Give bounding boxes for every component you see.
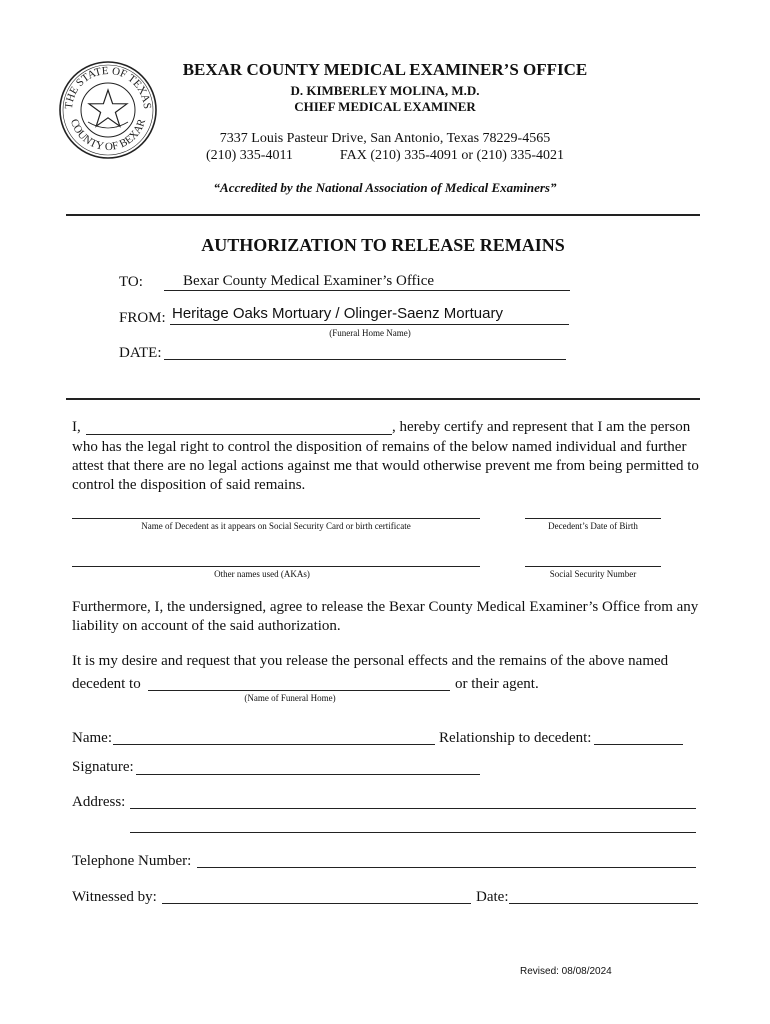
name-label: Name:: [72, 730, 112, 746]
header-divider: [66, 214, 700, 216]
funeral-home-line[interactable]: [148, 690, 450, 691]
aka-caption: Other names used (AKAs): [214, 569, 310, 579]
county-seal: [58, 60, 158, 160]
office-fax: FAX (210) 335-4091 or (210) 335-4021: [339, 148, 565, 163]
revised-date: Revised: 08/08/2024: [520, 966, 612, 977]
date2-label: Date:: [476, 889, 509, 905]
date-field-line[interactable]: [164, 359, 566, 360]
to-field-line[interactable]: [164, 290, 570, 291]
seal-star-icon: [89, 90, 127, 126]
office-address: 7337 Louis Pasteur Drive, San Antonio, Texas 78229-4565: [219, 131, 551, 146]
witnessed-label: Witnessed by:: [72, 889, 157, 905]
aka-line[interactable]: [72, 566, 480, 567]
certify-prefix: I,: [72, 419, 81, 435]
certifier-name-line[interactable]: [86, 434, 392, 435]
ssn-caption: Social Security Number: [549, 569, 637, 579]
address-line-1[interactable]: [130, 808, 696, 809]
witnessed-line[interactable]: [162, 903, 471, 904]
from-field-line[interactable]: [170, 324, 569, 325]
signature-line[interactable]: [136, 774, 480, 775]
from-caption: (Funeral Home Name): [329, 328, 411, 338]
address-line-2[interactable]: [130, 832, 696, 833]
telephone-label: Telephone Number:: [72, 853, 192, 869]
relationship-label: Relationship to decedent:: [439, 730, 592, 746]
from-label: FROM:: [119, 310, 166, 326]
address-label: Address:: [72, 794, 126, 810]
dob-line[interactable]: [525, 518, 661, 519]
to-label: TO:: [119, 274, 143, 290]
seal-top-text: THE STATE OF TEXAS: [62, 64, 154, 110]
section-divider: [66, 398, 700, 400]
office-name: BEXAR COUNTY MEDICAL EXAMINER’S OFFICE: [182, 60, 588, 79]
desire-prefix: decedent to: [72, 676, 141, 692]
relationship-line[interactable]: [594, 744, 683, 745]
date-label: DATE:: [119, 345, 162, 361]
desire-line-1: It is my desire and request that you release the personal effects and the remains of the above named: [72, 653, 669, 669]
decedent-name-caption: Name of Decedent as it appears on Social Security Card or birth certificate: [141, 521, 411, 531]
form-title: AUTHORIZATION TO RELEASE REMAINS: [201, 235, 565, 255]
ssn-line[interactable]: [525, 566, 661, 567]
signature-label: Signature:: [72, 759, 134, 775]
dob-caption: Decedent’s Date of Birth: [548, 521, 638, 531]
to-value: Bexar County Medical Examiner’s Office: [183, 273, 435, 289]
doctor-title: CHIEF MEDICAL EXAMINER: [294, 99, 476, 114]
release-liability-paragraph: Furthermore, I, the undersigned, agree to release the Bexar County Medical Examiner’s Office from any liability on account of the said authorization.: [72, 599, 699, 634]
certify-paragraph: who has the legal right to control the disposition of remains of the below named individual and further attest that there are no legal actions against me that would otherwise prevent me from being permitted to control the disposition of said remains.: [72, 439, 699, 493]
decedent-name-line[interactable]: [72, 518, 480, 519]
seal-bottom-text: COUNTY OF BEXAR: [67, 117, 149, 154]
funeral-home-caption: (Name of Funeral Home): [244, 693, 336, 703]
telephone-line[interactable]: [197, 867, 696, 868]
date2-line[interactable]: [509, 903, 698, 904]
doctor-name: D. KIMBERLEY MOLINA, M.D.: [290, 83, 480, 98]
accreditation-note: “Accredited by the National Association of Medical Examiners”: [213, 180, 557, 195]
office-phone: (210) 335-4011: [205, 148, 293, 163]
certify-suffix: , hereby certify and represent that I am the person: [392, 419, 691, 435]
desire-suffix: or their agent.: [455, 676, 539, 692]
office-phone-fax: [150, 148, 620, 164]
from-value: Heritage Oaks Mortuary / Olinger-Saenz Mortuary: [172, 305, 503, 322]
name-line[interactable]: [113, 744, 435, 745]
